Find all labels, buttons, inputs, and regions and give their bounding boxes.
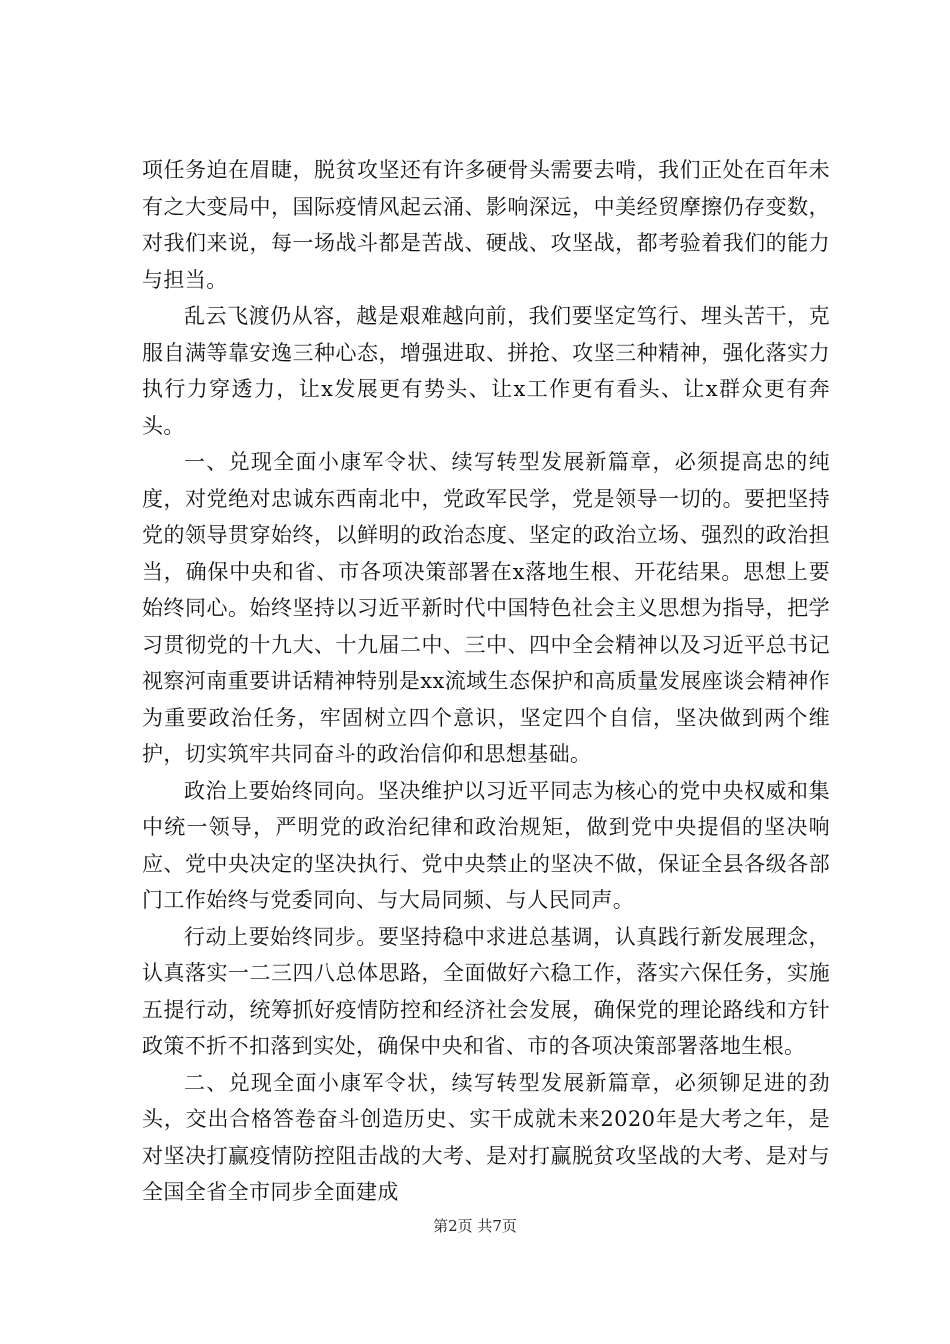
paragraph-6: 二、兑现全面小康军令状，续写转型发展新篇章，必须铆足进的劲头，交出合格答卷奋斗创造历史、实干成就未来2020年是大考之年，是对坚决打赢疫情防控阻击战的大考、是对打赢脱贫攻坚战的大考、是对与全国全省全市同步全面建成 bbox=[142, 1070, 830, 1204]
paragraph-1: 项任务迫在眉睫，脱贫攻坚还有许多硬骨头需要去啃，我们正处在百年未有之大变局中，国际疫情风起云涌、影响深远，中美经贸摩擦仍存变数，对我们来说，每一场战斗都是苦战、硬战、攻坚战，都考验着我们的能力与担当。 bbox=[142, 158, 830, 292]
paragraph-3: 一、兑现全面小康军令状、续写转型发展新篇章，必须提高忠的纯度，对党绝对忠诚东西南北中，党政军民学，党是领导一切的。要把坚持党的领导贯穿始终，以鲜明的政治态度、坚定的政治立场、强烈的政治担当，确保中央和省、市各项决策部署在x落地生根、开花结果。思想上要始终同心。始终坚持以习近平新时代中国特色社会主义思想为指导，把学习贯彻党的十九大、十九届二中、三中、四中全会精神以及习近平总书记视察河南重要讲话精神特别是xx流域生态保护和高质量发展座谈会精神作为重要政治任务，牢固树立四个意识，坚定四个自信，坚决做到两个维护，切实筑牢共同奋斗的政治信仰和思想基础。 bbox=[142, 450, 830, 766]
page-number-footer: 第2页 共7页 bbox=[433, 1217, 517, 1235]
paragraph-5: 行动上要始终同步。要坚持稳中求进总基调，认真践行新发展理念，认真落实一二三四八总体思路，全面做好六稳工作，落实六保任务，实施五提行动，统筹抓好疫情防控和经济社会发展，确保党的理论路线和方针政策不折不扣落到实处，确保中央和省、市的各项决策部署落地生根。 bbox=[142, 924, 830, 1058]
document-body bbox=[142, 152, 830, 1211]
paragraph-2: 乱云飞渡仍从容，越是艰难越向前，我们要坚定笃行、埋头苦干，克服自满等靠安逸三种心态，增强进取、拼抢、攻坚三种精神，强化落实力执行力穿透力，让x发展更有势头、让x工作更有看头、让x群众更有奔头。 bbox=[142, 304, 830, 438]
paragraph-4: 政治上要始终同向。坚决维护以习近平同志为核心的党中央权威和集中统一领导，严明党的政治纪律和政治规矩，做到党中央提倡的坚决响应、党中央决定的坚决执行、党中央禁止的坚决不做，保证全县各级各部门工作始终与党委同向、与大局同频、与人民同声。 bbox=[142, 778, 830, 912]
